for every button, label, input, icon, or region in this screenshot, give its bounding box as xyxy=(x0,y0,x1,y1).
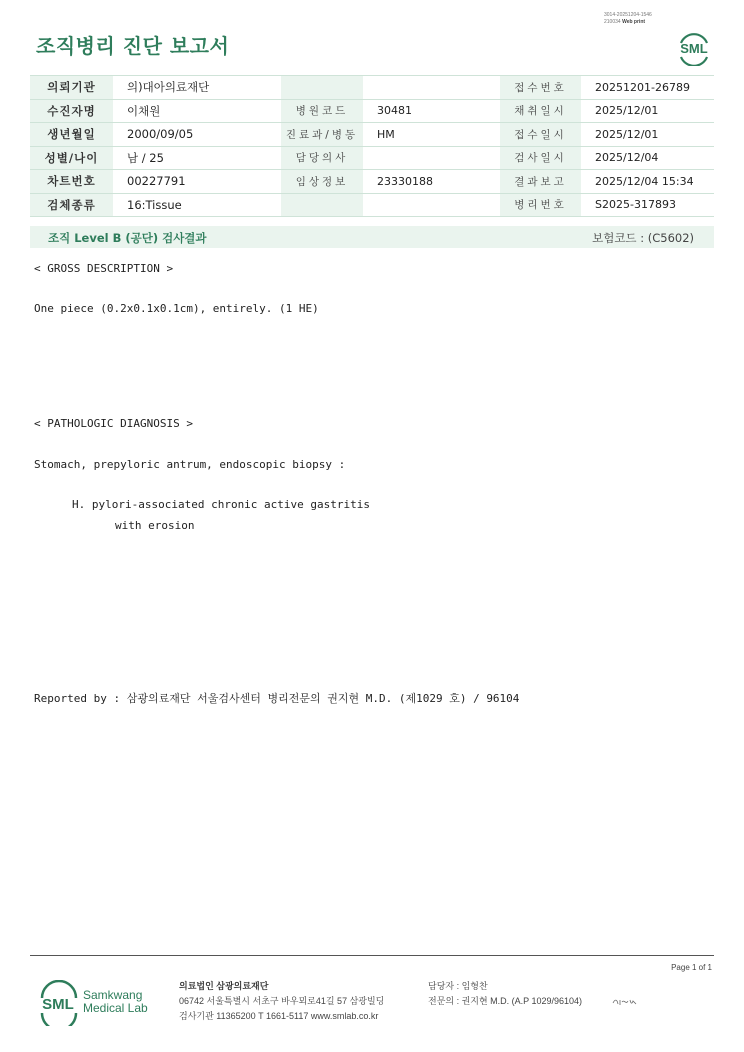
web-print-label: Web print xyxy=(622,19,646,25)
footer-sml-logo-mark xyxy=(36,980,82,1026)
info-value xyxy=(363,146,500,170)
footer-org-info xyxy=(179,979,384,1024)
info-label: 채취일시 xyxy=(500,99,581,123)
manager: 담당자 : 임형찬 xyxy=(428,981,488,991)
info-value: 2025/12/01 xyxy=(581,99,714,123)
lab-name xyxy=(83,989,148,1015)
insurance-code: 보험코드 : (C5602) xyxy=(592,231,694,245)
gross-description-heading: < GROSS DESCRIPTION > xyxy=(34,262,174,275)
info-value: 2000/09/05 xyxy=(113,123,281,147)
info-value: 00227791 xyxy=(113,170,281,194)
info-label: 의뢰기관 xyxy=(30,76,113,100)
patient-info-table xyxy=(30,75,714,217)
info-value: 23330188 xyxy=(363,170,500,194)
specialist: 전문의 : 권지현 M.D. (A.P 1029/96104) xyxy=(428,996,583,1006)
info-value: HM xyxy=(363,123,500,147)
info-label xyxy=(281,193,363,217)
org-address: 06742 서울특별시 서초구 바우뫼로41길 57 삼광빌딩 xyxy=(179,996,385,1006)
footer-divider xyxy=(30,955,714,956)
info-row xyxy=(30,146,714,170)
document-code-line1: 3014-20251204-1546 xyxy=(604,12,652,18)
page-number: Page 1 of 1 xyxy=(671,963,712,972)
info-label: 접수번호 xyxy=(500,76,581,100)
result-title: 조직 Level B (공단) 검사결과 xyxy=(48,231,207,245)
footer-logo-text: SML xyxy=(42,996,74,1013)
info-label: 접수일시 xyxy=(500,123,581,147)
info-label: 차트번호 xyxy=(30,170,113,194)
info-value: 30481 xyxy=(363,99,500,123)
sml-logo xyxy=(674,26,714,66)
info-value: 이채원 xyxy=(113,99,281,123)
pathologic-diagnosis-heading: < PATHOLOGIC DIAGNOSIS > xyxy=(34,417,193,430)
info-row xyxy=(30,76,714,100)
sml-logo-text: SML xyxy=(680,41,708,56)
info-label: 담당의사 xyxy=(281,146,363,170)
document-code-line2: 210034 Web print xyxy=(604,19,646,25)
info-label: 생년월일 xyxy=(30,123,113,147)
info-label: 병리번호 xyxy=(500,193,581,217)
page-title: 조직병리 진단 보고서 xyxy=(36,34,230,58)
footer-logo xyxy=(36,980,156,1026)
info-label: 결과보고 xyxy=(500,170,581,194)
info-label: 병원코드 xyxy=(281,99,363,123)
info-value: 2025/12/04 xyxy=(581,146,714,170)
info-label: 수진자명 xyxy=(30,99,113,123)
info-row xyxy=(30,193,714,217)
lab-name-line2: Medical Lab xyxy=(83,1001,148,1015)
result-header-bar xyxy=(30,226,714,248)
org-name: 의료법인 삼광의료재단 xyxy=(179,981,269,991)
info-value: 남 / 25 xyxy=(113,146,281,170)
info-label: 성별/나이 xyxy=(30,146,113,170)
lab-name-line1: Samkwang xyxy=(83,988,143,1002)
info-value: 2025/12/04 15:34 xyxy=(581,170,714,194)
gross-description-text: One piece (0.2x0.1x0.1cm), entirely. (1 HE) xyxy=(34,302,319,315)
info-label: 검사일시 xyxy=(500,146,581,170)
info-label: 진료과/병동 xyxy=(281,123,363,147)
info-value: 16:Tissue xyxy=(113,193,281,217)
info-label: 검체종류 xyxy=(30,193,113,217)
info-row xyxy=(30,99,714,123)
info-label: 임상정보 xyxy=(281,170,363,194)
info-value xyxy=(363,76,500,100)
info-value: 의)대아의료재단 xyxy=(113,76,281,100)
info-row xyxy=(30,170,714,194)
diagnosis-line-1: H. pylori-associated chronic active gastritis xyxy=(72,498,371,511)
info-value xyxy=(363,193,500,217)
reported-by: Reported by : 삼광의료재단 서울검사센터 병리전문의 권지현 M.D. (제1029 호) / 96104 xyxy=(34,692,520,705)
diagnosis-line-2: with erosion xyxy=(115,519,195,532)
info-value: 20251201-26789 xyxy=(581,76,714,100)
signature xyxy=(612,996,638,1008)
info-row xyxy=(30,123,714,147)
diagnosis-site: Stomach, prepyloric antrum, endoscopic biopsy : xyxy=(34,458,346,471)
document-code xyxy=(604,12,652,26)
info-value: S2025-317893 xyxy=(581,193,714,217)
info-value: 2025/12/01 xyxy=(581,123,714,147)
info-label xyxy=(281,76,363,100)
org-contact: 검사기관 11365200 T 1661-5117 www.smlab.co.kr xyxy=(179,1011,379,1021)
footer-staff-info xyxy=(428,979,582,1009)
